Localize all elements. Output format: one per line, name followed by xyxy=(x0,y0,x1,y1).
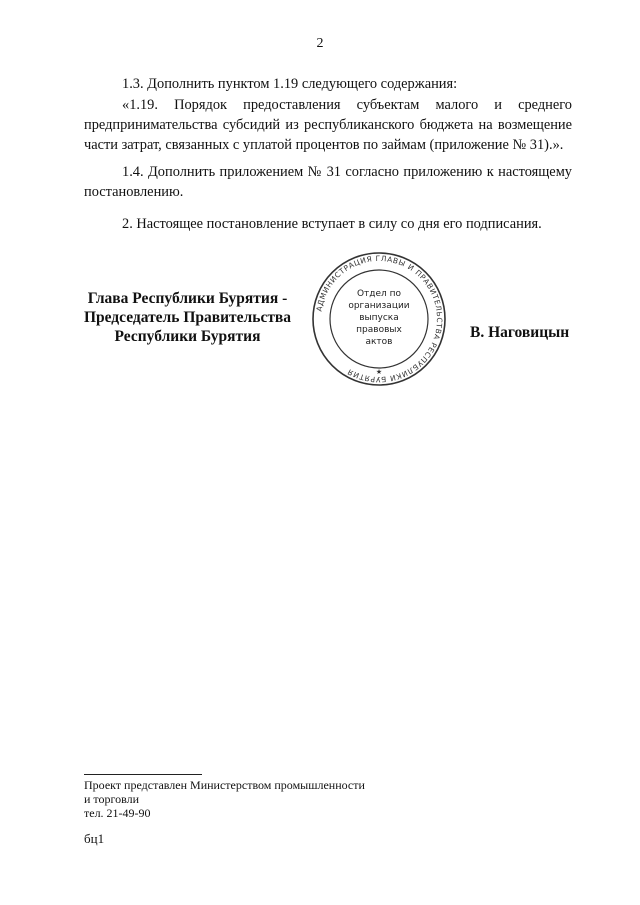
stamp-line-2: организации xyxy=(348,301,410,311)
footer-submitted-by: Проект представлен Министерством промышленности xyxy=(84,778,365,792)
stamp-line-1: Отдел по xyxy=(356,289,402,299)
signatory-name: В. Наговицын xyxy=(470,324,570,341)
stamp-star-icon: ★ xyxy=(375,368,383,376)
footer-submitted-by-cont: и торговли xyxy=(84,792,140,806)
signatory-title-line-1: Глава Республики Бурятия - xyxy=(87,290,288,307)
stamp-outer-text: АДМИНИСТРАЦИЯ ГЛАВЫ И ПРАВИТЕЛЬСТВА РЕСПУБЛИКИ БУРЯТИЯ xyxy=(314,253,445,385)
stamp-line-3: выпуска xyxy=(359,313,399,323)
official-stamp xyxy=(307,250,451,388)
footer-divider xyxy=(84,774,202,775)
stamp-line-5: актов xyxy=(365,337,393,347)
footer-phone: тел. 21-49-90 xyxy=(84,806,151,820)
stamp-line-4: правовых xyxy=(356,325,402,335)
signatory-title-line-3: Республики Бурятия xyxy=(114,328,261,345)
paragraph-2-effective: 2. Настоящее постановление вступает в силу со дня его подписания. xyxy=(122,216,542,232)
signatory-title-line-2: Председатель Правительства xyxy=(83,309,292,326)
page-number: 2 xyxy=(316,36,324,51)
footer-code: бц1 xyxy=(84,831,105,846)
paragraph-1-3: 1.3. Дополнить пунктом 1.19 следующего содержания: xyxy=(122,76,458,92)
signatory-title xyxy=(70,289,305,346)
paragraph-1-19-quote: «1.19. Порядок предоставления субъектам малого и среднего предпринимательства субсидий из республиканского бюджета на возмещение части затрат, связанных с уплатой процентов по займам (приложение № 31).». xyxy=(84,97,572,153)
paragraph-1-4: 1.4. Дополнить приложением № 31 согласно приложению к настоящему постановлению. xyxy=(84,164,572,200)
